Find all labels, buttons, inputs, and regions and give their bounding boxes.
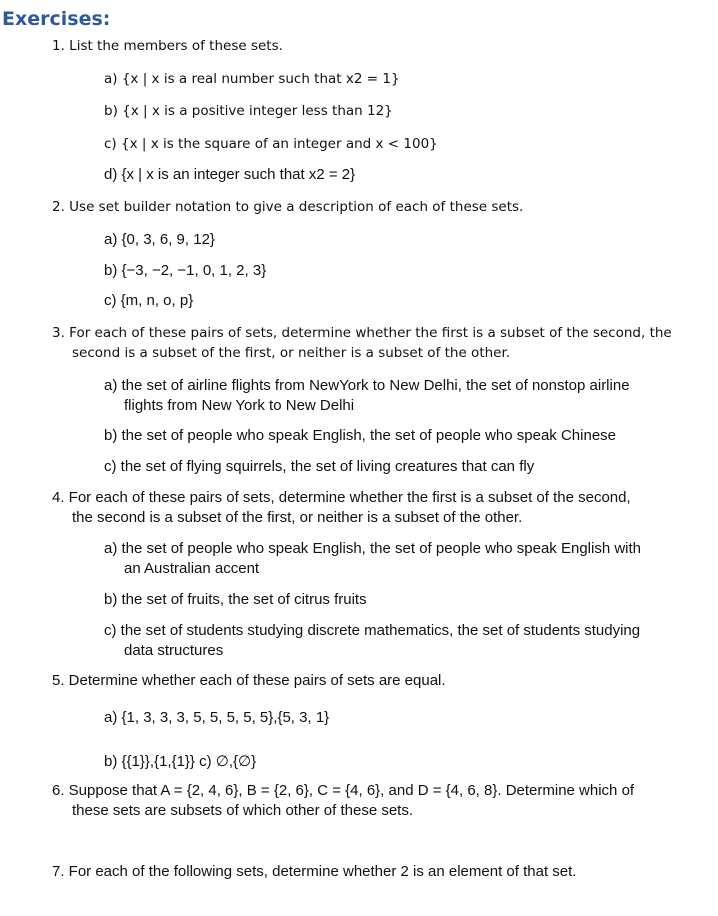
question-3-part-a-line-2: flights from New York to New Delhi [124, 397, 355, 414]
question-4-line-1: 4. For each of these pairs of sets, determine whether the first is a subset of the second, [52, 489, 631, 506]
question-3-part-a [104, 376, 684, 416]
question-2-part-c: c) {m, n, o, p} [104, 292, 194, 309]
question-3-part-b: b) the set of people who speak English, the set of people who speak Chinese [104, 427, 616, 444]
question-6-line-2: these sets are subsets of which other of these sets. [72, 802, 414, 819]
question-2-part-b: b) {−3, −2, −1, 0, 1, 2, 3} [104, 262, 267, 279]
exercises-heading: Exercises: [2, 8, 111, 30]
question-1-text: 1. List the members of these sets. [52, 38, 283, 54]
question-3-line-2: second is a subset of the first, or neither is a subset of the other. [72, 345, 511, 361]
question-1-part-b: b) {x | x is a positive integer less than 12} [104, 103, 393, 119]
question-3-text [52, 323, 692, 363]
question-4-line-2: the second is a subset of the first, or neither is a subset of the other. [72, 509, 523, 526]
question-4-part-a-line-2: an Australian accent [124, 560, 260, 577]
question-6-text [52, 781, 692, 821]
question-6-line-1: 6. Suppose that A = {2, 4, 6}, B = {2, 6}, C = {4, 6}, and D = {4, 6, 8}. Determine which of [52, 782, 635, 799]
question-4-text [52, 488, 692, 528]
question-4-part-c-line-1: c) the set of students studying discrete mathematics, the set of students studying [104, 622, 641, 639]
question-4-part-b: b) the set of fruits, the set of citrus fruits [104, 591, 367, 608]
question-1-part-a: a) {x | x is a real number such that x2 = 1} [104, 71, 400, 87]
question-4-part-c [104, 621, 684, 661]
question-7-text: 7. For each of the following sets, determine whether 2 is an element of that set. [52, 863, 577, 880]
question-5-part-a: a) {1, 3, 3, 3, 5, 5, 5, 5, 5},{5, 3, 1} [104, 709, 330, 726]
question-4-part-a-line-1: a) the set of people who speak English, the set of people who speak English with [104, 540, 642, 557]
question-5-text: 5. Determine whether each of these pairs of sets are equal. [52, 672, 446, 689]
question-4-part-c-line-2: data structures [124, 642, 224, 659]
question-3-line-1: 3. For each of these pairs of sets, determine whether the first is a subset of the second, the [52, 325, 672, 341]
question-3-part-c: c) the set of flying squirrels, the set of living creatures that can fly [104, 458, 535, 475]
question-2-text: 2. Use set builder notation to give a description of each of these sets. [52, 199, 524, 215]
question-5-part-b: b) {{1}},{1,{1}} c) ∅,{∅} [104, 753, 257, 770]
question-2-part-a: a) {0, 3, 6, 9, 12} [104, 231, 215, 248]
question-4-part-a [104, 539, 684, 579]
question-1-part-d: d) {x | x is an integer such that x2 = 2} [104, 166, 356, 183]
question-3-part-a-line-1: a) the set of airline flights from NewYork to New Delhi, the set of nonstop airline [104, 377, 630, 394]
question-1-part-c: c) {x | x is the square of an integer and x < 100} [104, 136, 438, 152]
